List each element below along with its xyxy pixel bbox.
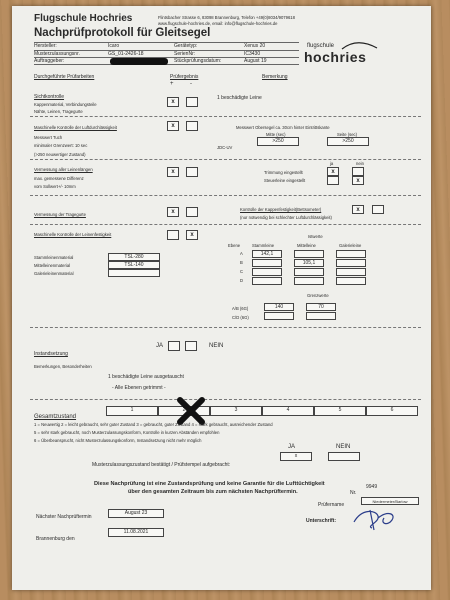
luft-title: Maschinelle Kontrolle der Luftdurchlässigkeit — [34, 125, 117, 130]
auftraggeber-label: Auftraggeber: — [34, 58, 65, 64]
istwert-mittel-cell[interactable] — [294, 268, 324, 276]
sicht-remark: 1 beschädigte Leine — [217, 95, 262, 101]
col-bemerkung: Bemerkung — [262, 74, 288, 80]
hersteller-label: Hersteller: — [34, 43, 57, 49]
fest-minus-box[interactable]: x — [186, 230, 198, 240]
tragegurte-title: Vermessung der Tragegurte — [34, 212, 86, 217]
scale-cell[interactable]: 6 — [366, 406, 418, 416]
col-ergebnis: Prüfergebnis — [170, 74, 199, 80]
leinen-title: Vermessung aller Leinenlängen — [34, 167, 93, 172]
istwert-mittel-cell[interactable] — [294, 250, 324, 258]
col-minus: - — [190, 81, 192, 87]
ebene-label: B — [240, 260, 243, 265]
grenz-ab-2[interactable]: 70 — [306, 303, 336, 311]
seite-value[interactable]: >250 — [327, 137, 369, 146]
instand-title: Instandsetzung — [34, 351, 68, 357]
naechster-termin[interactable]: August 23 — [108, 509, 164, 518]
trim-ja-box[interactable]: x — [327, 167, 339, 176]
kappe-title: Kontrolle der Kappenfestigkeit(Bettsometer) — [240, 207, 322, 212]
seriennr-label: SerienNr: — [174, 51, 196, 57]
steuer-nein-box[interactable]: x — [352, 176, 364, 185]
geraetetyp-value: Xenus 20 — [244, 43, 266, 49]
istwert-mittel-cell[interactable]: 105,1 — [294, 259, 324, 267]
istwert-galerie-cell[interactable] — [336, 268, 366, 276]
leinen-minus-box[interactable] — [186, 167, 198, 177]
leinen-plus-box[interactable]: x — [167, 167, 179, 177]
form-title: Nachprüfprotokoll für Gleitsegel — [34, 27, 211, 39]
grenz-cd-2[interactable] — [306, 312, 336, 320]
geraetetyp-label: Gerätetyp: — [174, 43, 198, 49]
pruefername[interactable]: Niedermeier/Barlow — [361, 497, 419, 505]
luft-minus-box[interactable] — [186, 121, 198, 131]
kappe-plus-box[interactable]: x — [352, 205, 364, 214]
contact-line-1: Flintsbacher Strasse 6, 83098 Brannenburg, Telefon +49(0)8034/9079618 — [158, 15, 295, 20]
contact-line-2: www.flugschule-hochries.de, email: info@flugschule-hochries.de — [158, 21, 278, 26]
muster-ja-box[interactable]: x — [280, 452, 312, 461]
istwert-mittel-cell[interactable] — [294, 277, 324, 285]
datum[interactable]: 11.08.2021 — [108, 528, 164, 537]
school-logo: flugschule hochries — [302, 39, 387, 69]
trim-nein-box[interactable] — [352, 167, 364, 176]
scale-cell[interactable]: 3 — [210, 406, 262, 416]
inspection-form: Flugschule Hochries Flintsbacher Strasse 6, 83098 Brannenburg, Telefon +49(0)8034/9079618 www.flugschule-hochries.de, email: info@flugschule-hochries.de Nachprüfprotokoll für Gleitsegel flugschule hochries Hersteller: Icaro Musterzulassungsnr. GS_01-2426-18 Auftraggeber: Gerätetyp: Xenus 20 SerienNr: IC3430 Stückprüfungsdatum: August 19 Durchgeführte Prüfarbeiten Prüfergebnis + - Bemerkung Sichtkontrolle Kappenmaterial, Verbindungsteile Nähte, Leinen, Tragegurte x 1 beschädigte Leine Maschinelle Kontrolle der Luftdurchlässigkeit x Messwert Tuch minimaler Grenzwert: 10 sec (>250 neuwertiger Zustand) Messwert Obersegel ca. 30cm hinter Eintrittskante Mitte (sec) Seite (sec) JDC-UV >250 >250 Vermessung aller Leinenlängen max. gemessene Differenz vom Sollwert+/- 10mm x ja nein Trimmung eingestellt Steuerleine eingestellt x x Vermessung der Tragegurte x Kontrolle der Kappenfestigkeit(Bettsometer) (nur notwendig bei schlechter Luftdurchlässigkeit) x Maschinelle Kontrolle der Leinenfestigkeit x Stammleinenmaterial Mittelleinenmaterial Galerieleinenmaterial TSL-280 TSL-140 Istwerte Ebene Stammleine Mittelleine Galerieleine A 142,1 B 105,1 C D Grenzwerte A/B (6G) C/D (6G) 140 70 Instandsetzung JA NEIN Bemerkungen, Besonderheiten 1 beschädigte Leine ausgetauscht - Alle Ebenen getrimmt - Gesamtzustand 1 2 3 4 5 6 1 = Neuwertig 2 = leicht gebraucht, sehr guter Zustand 3 = gebraucht, guter Zustand 4 = stark gebraucht, ausreichender Zustand 5 = sehr stark gebraucht, noch Musterzulassungskonform, Kontrolle in kurzen Abständen empfohlen 6 = Überbeansprucht, nicht Musterzulassungskonform, Instandsetzung nicht mehr möglich JA NEIN Musterzulassungszustand bestätigt / Prüfstempel aufgebracht: x Diese Nachprüfung ist eine Zustandsprüfung und keine Garantie für die Lufttüchtigkeit über den gesamten Zeitraum bis zum nächsten Nachprüftermin. Nächster Nachprüftermin August 23 Nr. 9949 Prüfername Niedermeier/Barlow Brannenburg den 11.08.2021 Unterschrift: — [12, 6, 431, 590]
zulassung-label: Musterzulassungsnr. — [34, 51, 80, 57]
scale-cell[interactable]: 5 — [314, 406, 366, 416]
signature — [348, 504, 408, 532]
istwert-galerie-cell[interactable] — [336, 259, 366, 267]
istwert-galerie-cell[interactable] — [336, 277, 366, 285]
galerieleine-material[interactable] — [108, 269, 160, 277]
luft-right-title: Messwert Obersegel ca. 30cm hinter Eintrittskante — [236, 125, 330, 130]
protokoll-nr: 9949 — [366, 484, 378, 490]
musterzulassung-label: Musterzulassungszustand bestätigt / Prüfstempel aufgebracht: — [92, 462, 231, 468]
instand-ja-box[interactable] — [168, 341, 180, 351]
trage-plus-box[interactable]: x — [167, 207, 179, 217]
bemerkungen-title: Bemerkungen, Besonderheiten — [34, 364, 92, 369]
mittelleine-material[interactable]: TSL-140 — [108, 261, 160, 269]
gesamt-title: Gesamtzustand — [34, 414, 77, 420]
stammleine-material[interactable]: TSL-280 — [108, 253, 160, 261]
ebene-label: D — [240, 278, 244, 283]
bemerkung-line-1: 1 beschädigte Leine ausgetauscht — [108, 374, 184, 380]
sicht-plus-box[interactable]: x — [167, 97, 179, 107]
ebene-label: A — [240, 251, 243, 256]
grenz-ab-1[interactable]: 140 — [264, 303, 294, 311]
grenz-cd-1[interactable] — [264, 312, 294, 320]
col-punkte: Durchgeführte Prüfarbeiten — [34, 74, 95, 80]
disclaimer-line-2: über den gesamten Zeitraum bis zum nächsten Nachprüftermin. — [128, 489, 298, 495]
fest-plus-box[interactable] — [167, 230, 179, 240]
scale-cell[interactable]: 2 — [158, 406, 210, 416]
scale-cell[interactable]: 1 — [106, 406, 158, 416]
istwert-stamm-cell[interactable] — [252, 268, 282, 276]
mitte-value[interactable]: >250 — [257, 137, 299, 146]
muster-nein-box[interactable] — [328, 452, 360, 461]
sichtkontrolle-title: Sichtkontrolle — [34, 94, 65, 100]
disclaimer-line-1: Diese Nachprüfung ist eine Zustandsprüfung und keine Garantie für die Lufttüchtigkeit — [94, 481, 325, 487]
ebene-label: C — [240, 269, 244, 274]
istwert-galerie-cell[interactable] — [336, 250, 366, 258]
festigkeit-title: Maschinelle Kontrolle der Leinenfestigkeit — [34, 232, 112, 237]
stueckpruefung-label: Stückprüfungsdatum: — [174, 58, 222, 64]
istwert-stamm-cell[interactable]: 142,1 — [252, 250, 282, 258]
hersteller-value: Icaro — [108, 43, 120, 49]
istwert-stamm-cell[interactable] — [252, 277, 282, 285]
kappe-minus-box[interactable] — [372, 205, 384, 214]
stueckpruefung-value: August 19 — [244, 58, 267, 64]
zulassung-value: GS_01-2426-18 — [108, 51, 144, 57]
col-plus: + — [170, 81, 174, 87]
istwert-stamm-cell[interactable] — [252, 259, 282, 267]
scale-cell[interactable]: 4 — [262, 406, 314, 416]
trage-minus-box[interactable] — [186, 207, 198, 217]
redacted-name — [110, 58, 168, 65]
instand-nein-box[interactable] — [185, 341, 197, 351]
bemerkung-line-2: - Alle Ebenen getrimmt - — [112, 385, 166, 391]
school-name: Flugschule Hochries — [34, 13, 133, 24]
luft-plus-box[interactable]: x — [167, 121, 179, 131]
steuer-ja-box[interactable] — [327, 176, 339, 185]
seriennr-value: IC3430 — [244, 51, 261, 57]
sicht-minus-box[interactable] — [186, 97, 198, 107]
